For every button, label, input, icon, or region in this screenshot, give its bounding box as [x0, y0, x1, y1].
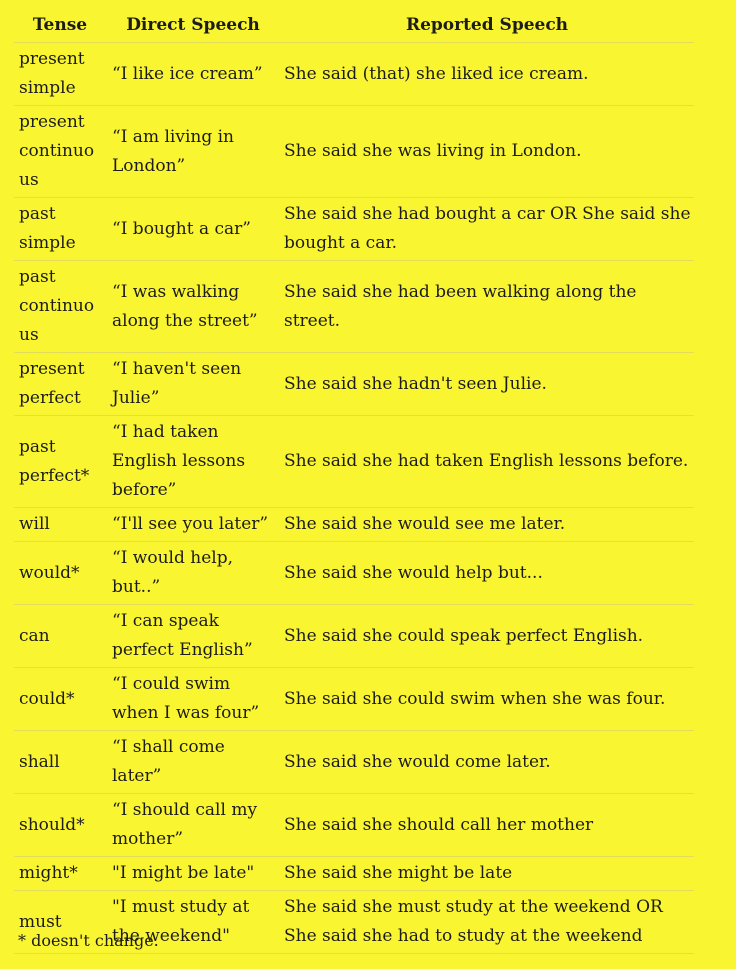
direct-speech-cell: “I shall come later”	[106, 731, 280, 794]
reported-speech-cell: She said she might be late	[280, 857, 694, 891]
direct-speech-cell: “I can speak perfect English”	[106, 605, 280, 668]
reported-speech-table	[14, 8, 694, 954]
direct-speech-cell: “I should call my mother”	[106, 794, 280, 857]
table-row	[14, 416, 694, 508]
table-row	[14, 353, 694, 416]
table-row	[14, 106, 694, 198]
table-header-row	[14, 8, 694, 43]
footnote: * doesn't change.	[18, 931, 159, 950]
reported-speech-cell: She said she would come later.	[280, 731, 694, 794]
tense-cell: can	[14, 605, 106, 668]
tense-cell: past continuous	[14, 261, 106, 353]
header-direct-speech: Direct Speech	[106, 8, 280, 43]
table-row	[14, 542, 694, 605]
tense-cell: will	[14, 508, 106, 542]
table-row	[14, 794, 694, 857]
reported-speech-cell: She said she must study at the weekend OR She said she had to study at the weekend	[280, 891, 694, 954]
tense-cell: present simple	[14, 43, 106, 106]
reported-speech-cell: She said she had bought a car OR She said she bought a car.	[280, 198, 694, 261]
table-row	[14, 508, 694, 542]
tense-cell: past simple	[14, 198, 106, 261]
reported-speech-cell: She said (that) she liked ice cream.	[280, 43, 694, 106]
header-tense: Tense	[14, 8, 106, 43]
tense-cell: present perfect	[14, 353, 106, 416]
reported-speech-cell: She said she was living in London.	[280, 106, 694, 198]
table-row	[14, 198, 694, 261]
direct-speech-cell: “I am living in London”	[106, 106, 280, 198]
direct-speech-cell: "I might be late"	[106, 857, 280, 891]
direct-speech-cell: “I'll see you later”	[106, 508, 280, 542]
direct-speech-cell: “I would help, but..”	[106, 542, 280, 605]
tense-cell: would*	[14, 542, 106, 605]
table-row	[14, 605, 694, 668]
direct-speech-cell: “I had taken English lessons before”	[106, 416, 280, 508]
reported-speech-cell: She said she had taken English lessons before.	[280, 416, 694, 508]
tense-cell: shall	[14, 731, 106, 794]
direct-speech-cell: "I must study at the weekend"	[106, 891, 280, 954]
table-row	[14, 261, 694, 353]
reported-speech-cell: She said she could speak perfect English.	[280, 605, 694, 668]
reported-speech-cell: She said she had been walking along the street.	[280, 261, 694, 353]
header-reported-speech: Reported Speech	[280, 8, 694, 43]
tense-cell: could*	[14, 668, 106, 731]
tense-cell: must	[14, 891, 106, 954]
direct-speech-cell: “I like ice cream”	[106, 43, 280, 106]
table-row	[14, 668, 694, 731]
reported-speech-cell: She said she hadn't seen Julie.	[280, 353, 694, 416]
table-row	[14, 43, 694, 106]
direct-speech-cell: “I could swim when I was four”	[106, 668, 280, 731]
reported-speech-cell: She said she should call her mother	[280, 794, 694, 857]
reported-speech-cell: She said she could swim when she was four.	[280, 668, 694, 731]
table-row	[14, 857, 694, 891]
table-row	[14, 731, 694, 794]
tense-cell: past perfect*	[14, 416, 106, 508]
direct-speech-cell: “I was walking along the street”	[106, 261, 280, 353]
direct-speech-cell: “I bought a car”	[106, 198, 280, 261]
tense-cell: might*	[14, 857, 106, 891]
reported-speech-cell: She said she would help but...	[280, 542, 694, 605]
tense-cell: should*	[14, 794, 106, 857]
reported-speech-cell: She said she would see me later.	[280, 508, 694, 542]
tense-cell: present continuous	[14, 106, 106, 198]
direct-speech-cell: “I haven't seen Julie”	[106, 353, 280, 416]
